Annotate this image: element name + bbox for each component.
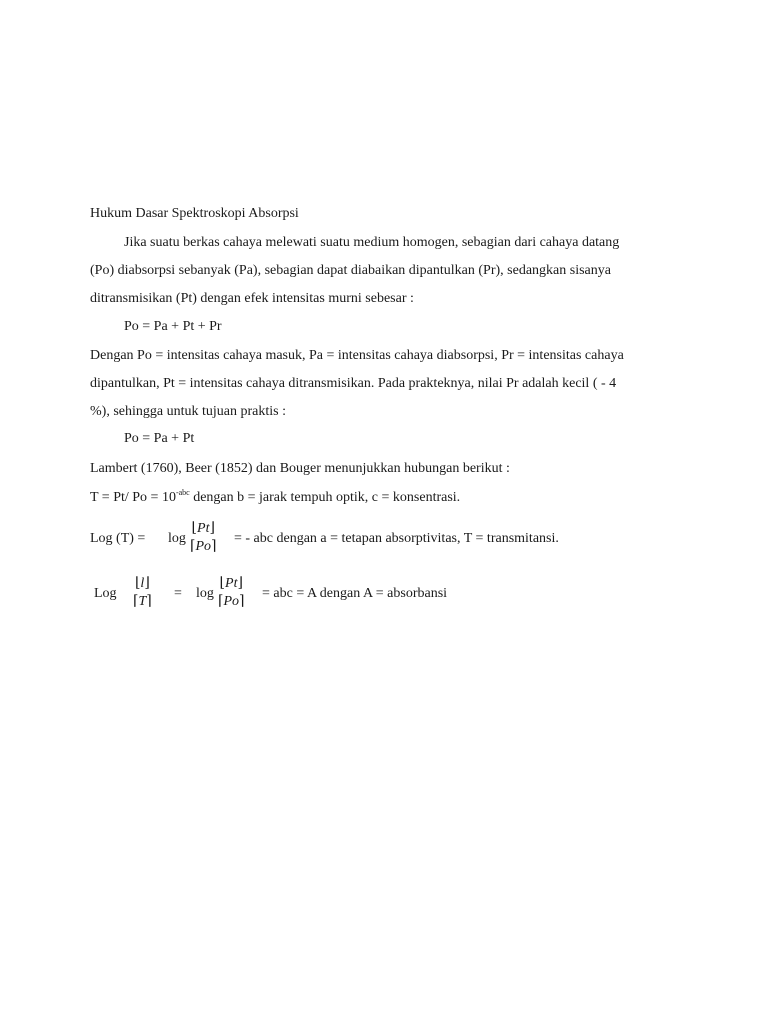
- equation-4-lhs: Log (T) =: [90, 531, 146, 546]
- equation-5-lhs: Log: [94, 586, 117, 601]
- equation-4-rhs: = - abc dengan a = tetapan absorptivitas, T = transmitansi.: [234, 531, 559, 546]
- paragraph-1-line-1: Jika suatu berkas cahaya melewati suatu medium homogen, sebagian dari cahaya datang: [124, 235, 620, 250]
- equation-5-numerator: ⌊ Pt ⌋: [216, 575, 247, 593]
- equation-4-denominator: ⌈ Po ⌉: [188, 538, 219, 556]
- document-title: Hukum Dasar Spektroskopi Absorpsi: [90, 206, 299, 221]
- equation-3-text: T = Pt/ Po = 10: [90, 490, 176, 505]
- paragraph-1-line-3: ditransmisikan (Pt) dengan efek intensitas murni sebesar :: [90, 291, 414, 306]
- paragraph-2-line-1: Dengan Po = intensitas cahaya masuk, Pa = intensitas cahaya diabsorpsi, Pr = intensitas cahaya: [90, 348, 624, 363]
- paragraph-1-line-2: (Po) diabsorpsi sebanyak (Pa), sebagian dapat diabaikan dipantulkan (Pr), sedangkan sisanya: [90, 263, 611, 278]
- equation-3: [90, 489, 460, 507]
- equation-2: Po = Pa + Pt: [124, 431, 195, 446]
- equation-5-fraction-1-numerator: ⌊ l ⌋: [131, 575, 154, 593]
- equation-4-log: log: [168, 531, 186, 546]
- equation-5-log: log: [196, 586, 214, 601]
- paragraph-2-line-2: dipantulkan, Pt = intensitas cahaya ditransmisikan. Pada prakteknya, nilai Pr adalah kecil ( - 4: [90, 376, 617, 391]
- paragraph-2-line-3: %), sehingga untuk tujuan praktis :: [90, 404, 286, 419]
- equation-4-numerator: ⌊ Pt ⌋: [188, 520, 219, 538]
- equation-5-equals: =: [174, 586, 182, 601]
- paragraph-3: Lambert (1760), Beer (1852) dan Bouger menunjukkan hubungan berikut :: [90, 461, 510, 476]
- equation-5-fraction-2: [216, 575, 247, 611]
- equation-3-description: dengan b = jarak tempuh optik, c = konsentrasi.: [189, 490, 461, 505]
- equation-5-denominator: ⌈ Po ⌉: [216, 593, 247, 611]
- equation-1: Po = Pa + Pt + Pr: [124, 319, 222, 334]
- equation-5-fraction-1: [131, 575, 154, 611]
- equation-5-rhs: = abc = A dengan A = absorbansi: [262, 586, 448, 601]
- equation-5-fraction-1-denominator: ⌈ T ⌉: [131, 593, 154, 611]
- equation-3-exponent: -abc: [175, 488, 190, 497]
- equation-4-fraction: [188, 520, 219, 556]
